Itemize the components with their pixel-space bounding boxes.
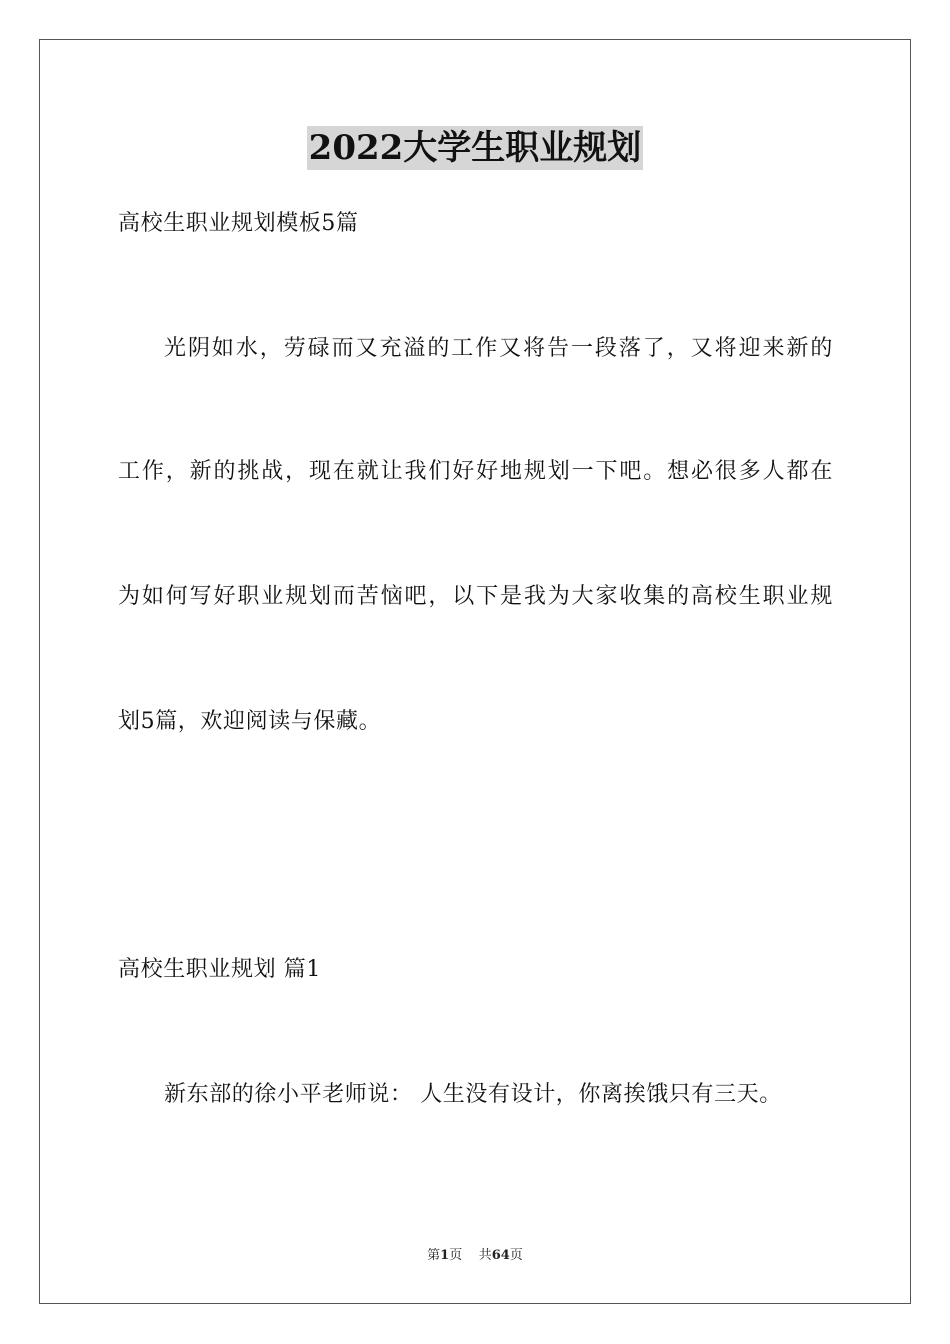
- intro-line-4: 划5篇，欢迎阅读与保藏。: [118, 709, 382, 734]
- footer-page-suffix: 页: [449, 1248, 463, 1263]
- document-title: 2022大学生职业规划: [308, 128, 642, 168]
- document-subtitle: 高校生职业规划模板5篇: [118, 211, 359, 236]
- footer-page-prefix: 第: [427, 1248, 441, 1263]
- footer-page-total: 64: [491, 1248, 510, 1263]
- section-first-line: 新东部的徐小平老师说： 人生没有设计，你离挨饿只有三天。: [164, 1082, 782, 1107]
- page-footer: [0, 1247, 950, 1265]
- title-wrap: [0, 126, 950, 170]
- intro-line-1: 光阴如水，劳碌而又充溢的工作又将告一段落了，又将迎来新的: [164, 336, 833, 361]
- section-heading: 高校生职业规划 篇1: [118, 957, 321, 982]
- footer-total-prefix: 共: [478, 1248, 492, 1263]
- intro-line-2: 工作，新的挑战，现在就让我们好好地规划一下吧。想必很多人都在: [118, 459, 833, 484]
- intro-line-3: 为如何写好职业规划而苦恼吧，以下是我为大家收集的高校生职业规: [118, 584, 833, 609]
- footer-total-suffix: 页: [509, 1248, 523, 1263]
- footer-page-current: 1: [440, 1248, 450, 1263]
